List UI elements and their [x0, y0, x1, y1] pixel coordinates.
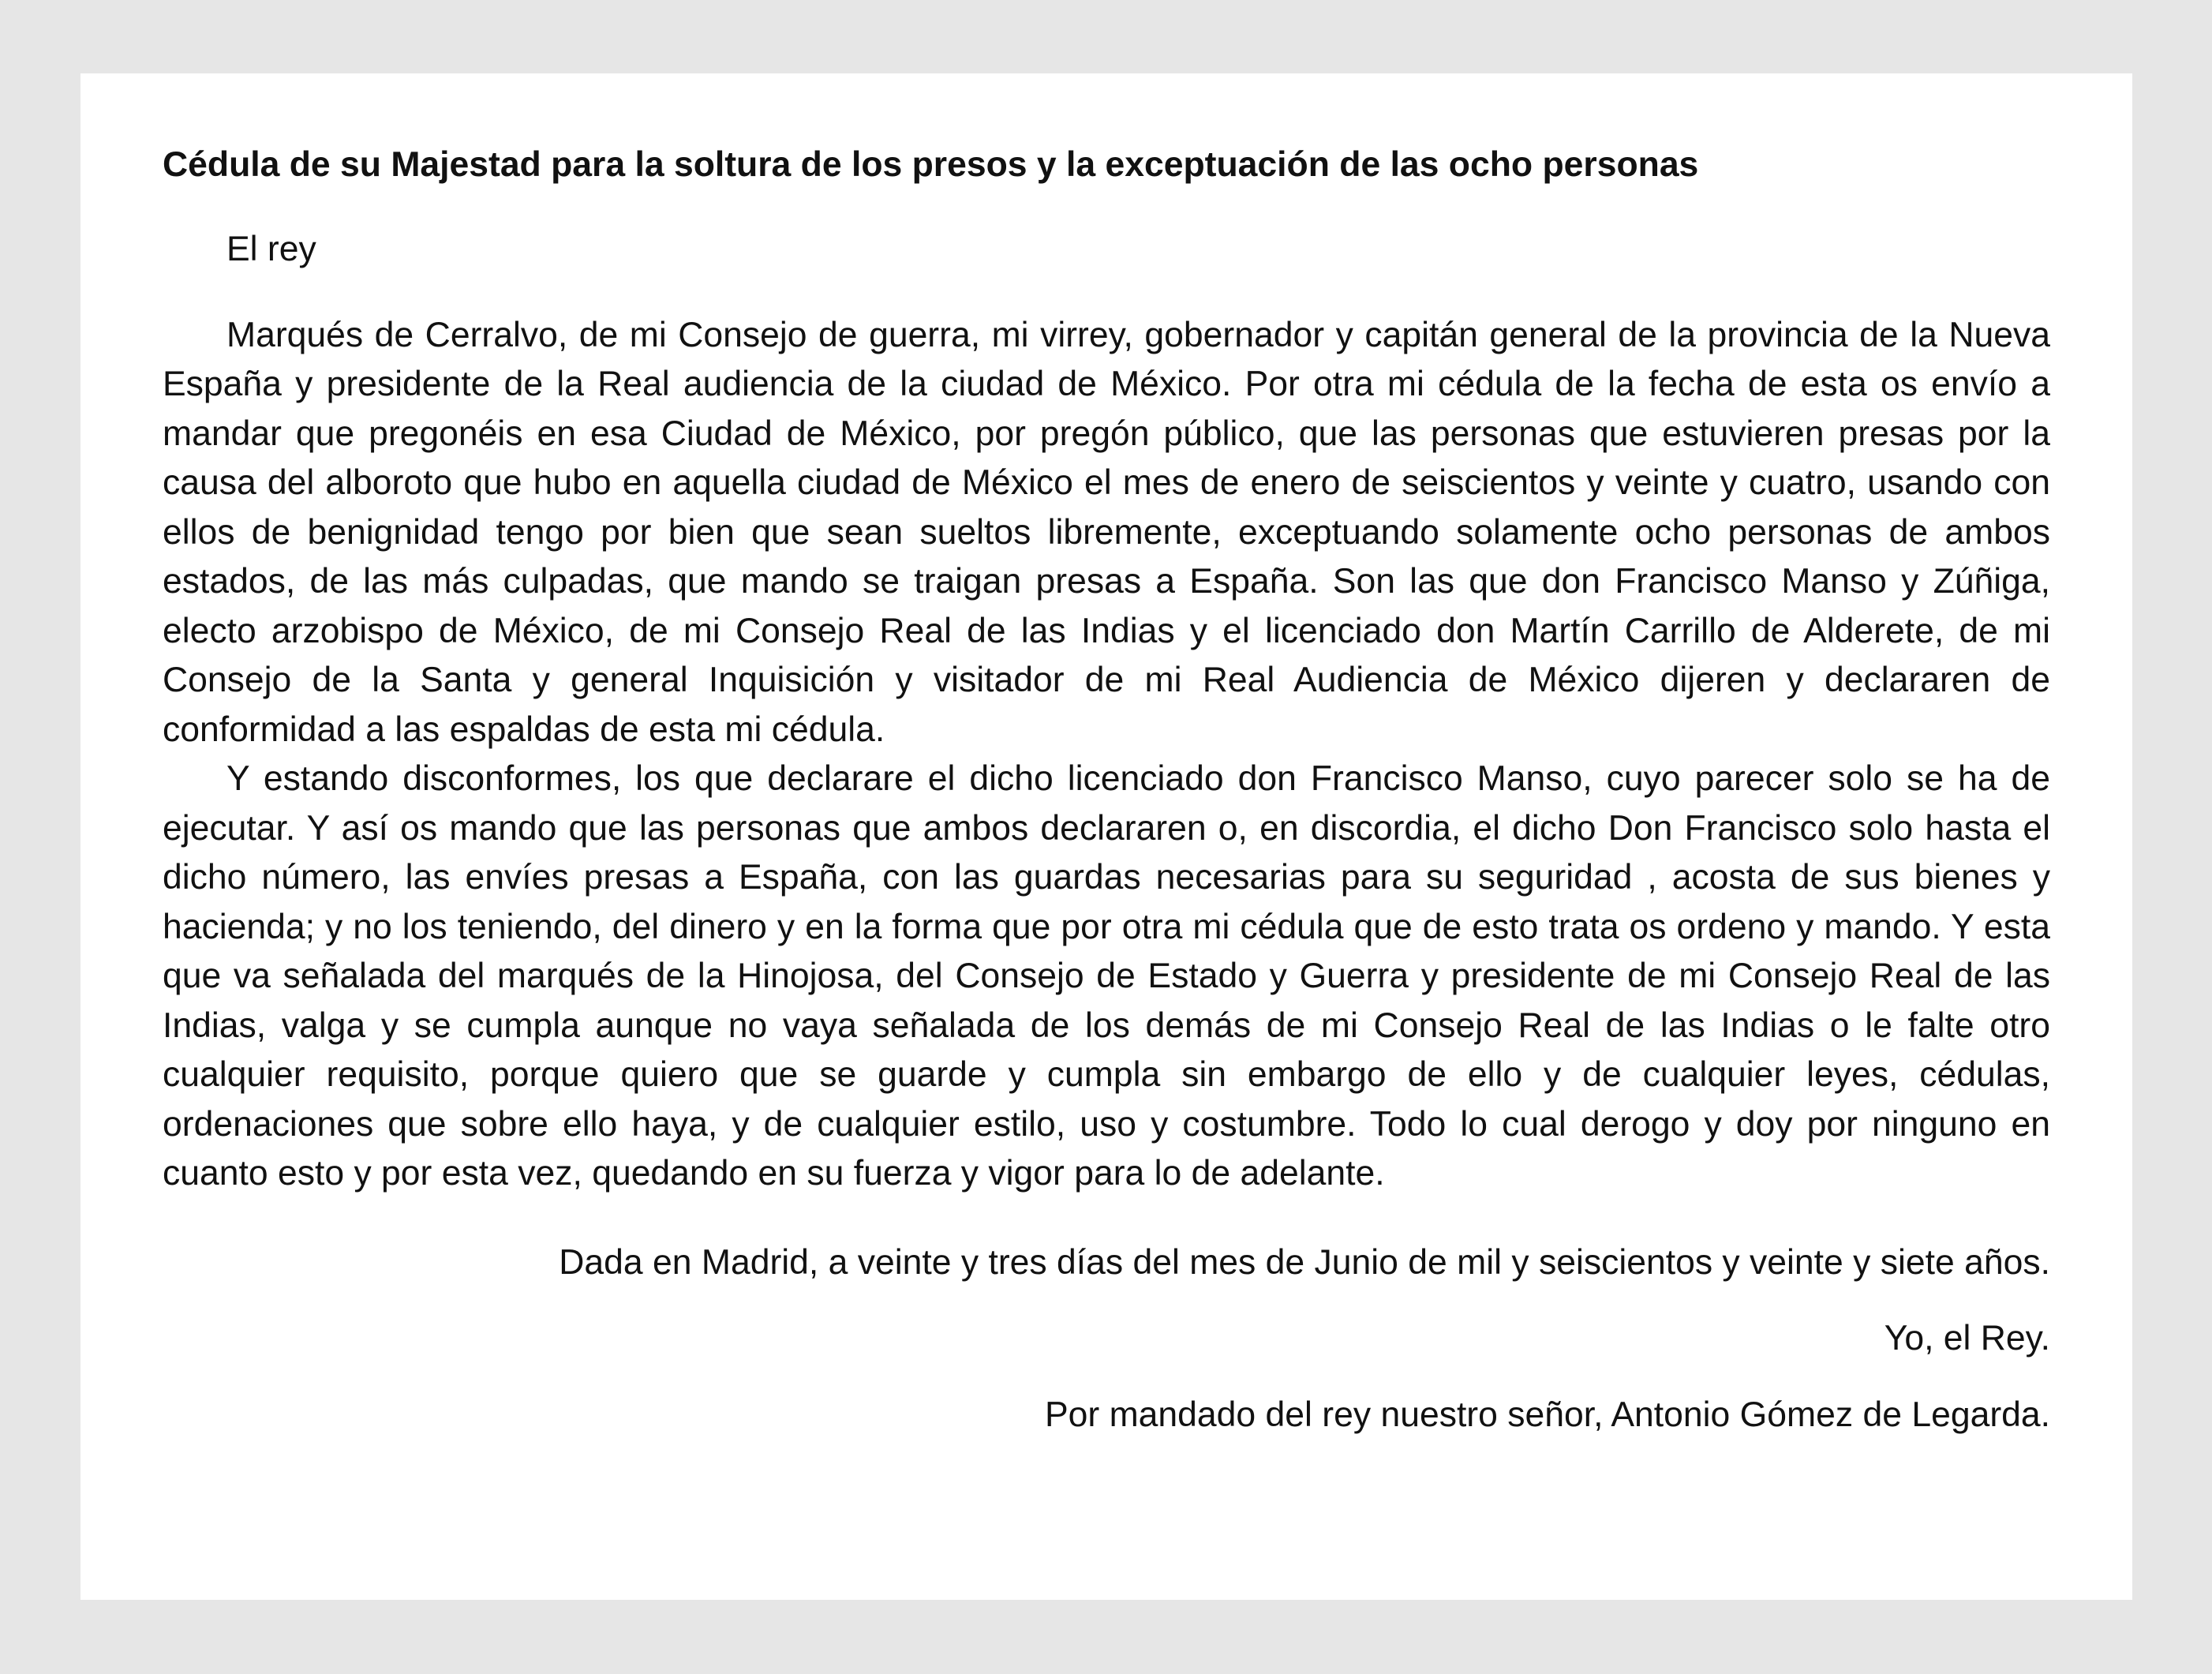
date-line: Dada en Madrid, a veinte y tres días del mes de Junio de mil y seiscientos y veinte y siete años.: [559, 1242, 2050, 1282]
signature-secretary: Por mandado del rey nuestro señor, Antonio Gómez de Legarda.: [1044, 1395, 2050, 1434]
signature-king: Yo, el Rey.: [1884, 1319, 2050, 1358]
greeting: El rey: [226, 230, 316, 268]
body-paragraph-1: Marqués de Cerralvo, de mi Consejo de guerra, mi virrey, gobernador y capitán general de la provincia de la Nueva España y presidente de la Real audiencia de la ciudad de México. Por otra mi cédula de la fecha de esta os envío a mandar que pregonéis en esa Ciudad de México, por pregón público, que las personas que estuvieren presas por la causa del alboroto que hubo en aquella ciudad de México el mes de enero de seiscientos y veinte y cuatro, usando con ellos de benignidad tengo por bien que sean sueltos libremente, exceptuando solamente ocho personas de ambos estados, de las más culpadas, que mando se traigan presas a España. Son las que don Francisco Manso y Zúñiga, electo arzobispo de México, de mi Consejo Real de las Indias y el licenciado don Martín Carrillo de Alderete, de mi Consejo de la Santa y general Inquisición y visitador de mi Real Audiencia de México dijeren y declararen de conformidad a las espaldas de esta mi cédula.: [163, 315, 2050, 749]
document-page: [80, 73, 2132, 1600]
document-title: Cédula de su Majestad para la soltura de los presos y la exceptuación de las ocho personas: [163, 145, 1699, 184]
body-paragraph-2: Y estando disconformes, los que declarare el dicho licenciado don Francisco Manso, cuyo parecer solo se ha de ejecutar. Y así os mando que las personas que ambos declararen o, en discordia, el dicho Don Francisco solo hasta el dicho número, las envíes presas a España, con las guardas necesarias para su seguridad , acosta de sus bienes y hacienda; y no los teniendo, del dinero y en la forma que por otra mi cédula que de esto trata os ordeno y mando. Y esta que va señalada del marqués de la Hinojosa, del Consejo de Estado y Guerra y presidente de mi Consejo Real de las Indias, valga y se cumpla aunque no vaya señalada de los demás de mi Consejo Real de las Indias o le falte otro cualquier requisito, porque quiero que se guarde y cumpla sin embargo de ello y de cualquier leyes, cédulas, ordenaciones que sobre ello haya, y de cualquier estilo, uso y costumbre. Todo lo cual derogo y doy por ninguno en cuanto esto y por esta vez, quedando en su fuerza y vigor para lo de adelante.: [163, 759, 2050, 1193]
